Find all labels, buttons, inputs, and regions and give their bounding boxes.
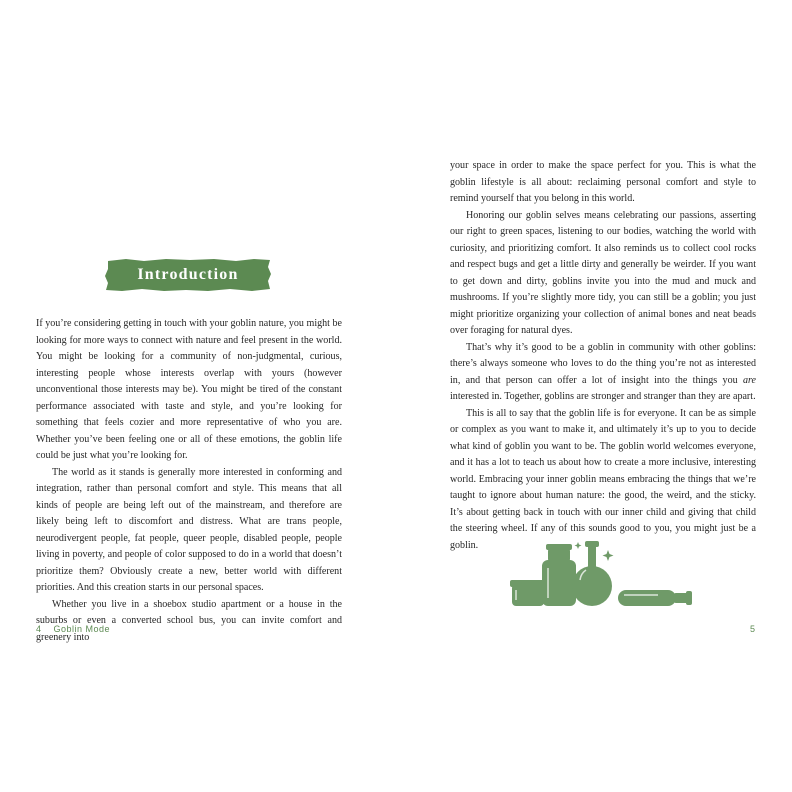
paragraph: Honoring our goblin selves means celebrating our passions, asserting our right to green spaces, listening to our bodies, watching the world with curiosity, and prioritizing comfort. It also reminds us to collect cool rocks and respect bugs and get a little dirty and generally be weirder. If you want to get down and dirty, goblins invite you into the mud and muck and mushrooms. If you’re slightly more tidy, you can still be a goblin; you just might prioritize organizing your collection of animal bones and neat beads over foraging for natural dyes.	[450, 209, 756, 336]
page-number: 5	[750, 624, 756, 634]
right-body-text	[450, 158, 756, 554]
chapter-title: Introduction	[137, 266, 239, 283]
running-title: Goblin Mode	[53, 624, 111, 634]
chapter-banner	[104, 258, 272, 292]
left-body-text	[36, 316, 342, 646]
paragraph: If you’re considering getting in touch with your goblin nature, you might be looking for more ways to connect with nature and feel present in the world. You might be looking for a community of non-judgmental, curious, interesting people whose interests overlap with yours (however unconventional those interests may be). You might be tired of the constant performance associated with taste and style, and you’re looking for something that feels cozier and more representative of who you are. Whether you’ve been feeling one or all of these emotions, the goblin life could be just what you’re looking for.	[36, 318, 342, 461]
page-number: 4	[36, 624, 42, 634]
paragraph: This is all to say that the goblin life is for everyone. It can be as simple or complex as you want to make it, and ultimately it’s up to you to decide what kind of goblin you want to be. The goblin world welcomes everyone, and it has a lot to teach us about how to create a more inclusive, interesting world. Embracing your inner goblin means embracing the things that we’re taught to ignore about human nature: the good, the weird, and the sticky. It’s about getting back in touch with our inner child and giving that child the steering wheel. If any of this sounds good to you, you might just be a goblin.	[450, 407, 756, 551]
paragraph: Whether you live in a shoebox studio apartment or a house in the suburbs or even a converted school bus, you can invite comfort and greenery into	[36, 598, 342, 643]
jars-and-bottles-icon	[508, 540, 698, 610]
folio-right	[750, 624, 756, 634]
paragraph: The world as it stands is generally more interested in conforming and integration, rather than personal comfort and style. This means that all kinds of people are being left out of the mainstream, and therefore are likely being left to discomfort and distress. What are trans people, neurodivergent people, fat people, queer people, disabled people, people living in poverty, and people of color supposed to do in a world that doesn’t prioritize them? Obviously create a new, better world with different priorities. And this creation starts in our personal spaces.	[36, 466, 342, 593]
folio-left	[36, 624, 110, 634]
paragraph: your space in order to make the space perfect for you. This is what the goblin lifestyle is all about: reclaiming personal comfort and style to remind yourself that you belong in this world.	[450, 160, 756, 204]
paragraph: That’s why it’s good to be a goblin in community with other goblins: there’s always someone who loves to do the thing you’re not as interested in, and that person can offer a lot of insight into the things you are interested in. Together, goblins are stronger and stranger than they are apart.	[450, 341, 756, 402]
